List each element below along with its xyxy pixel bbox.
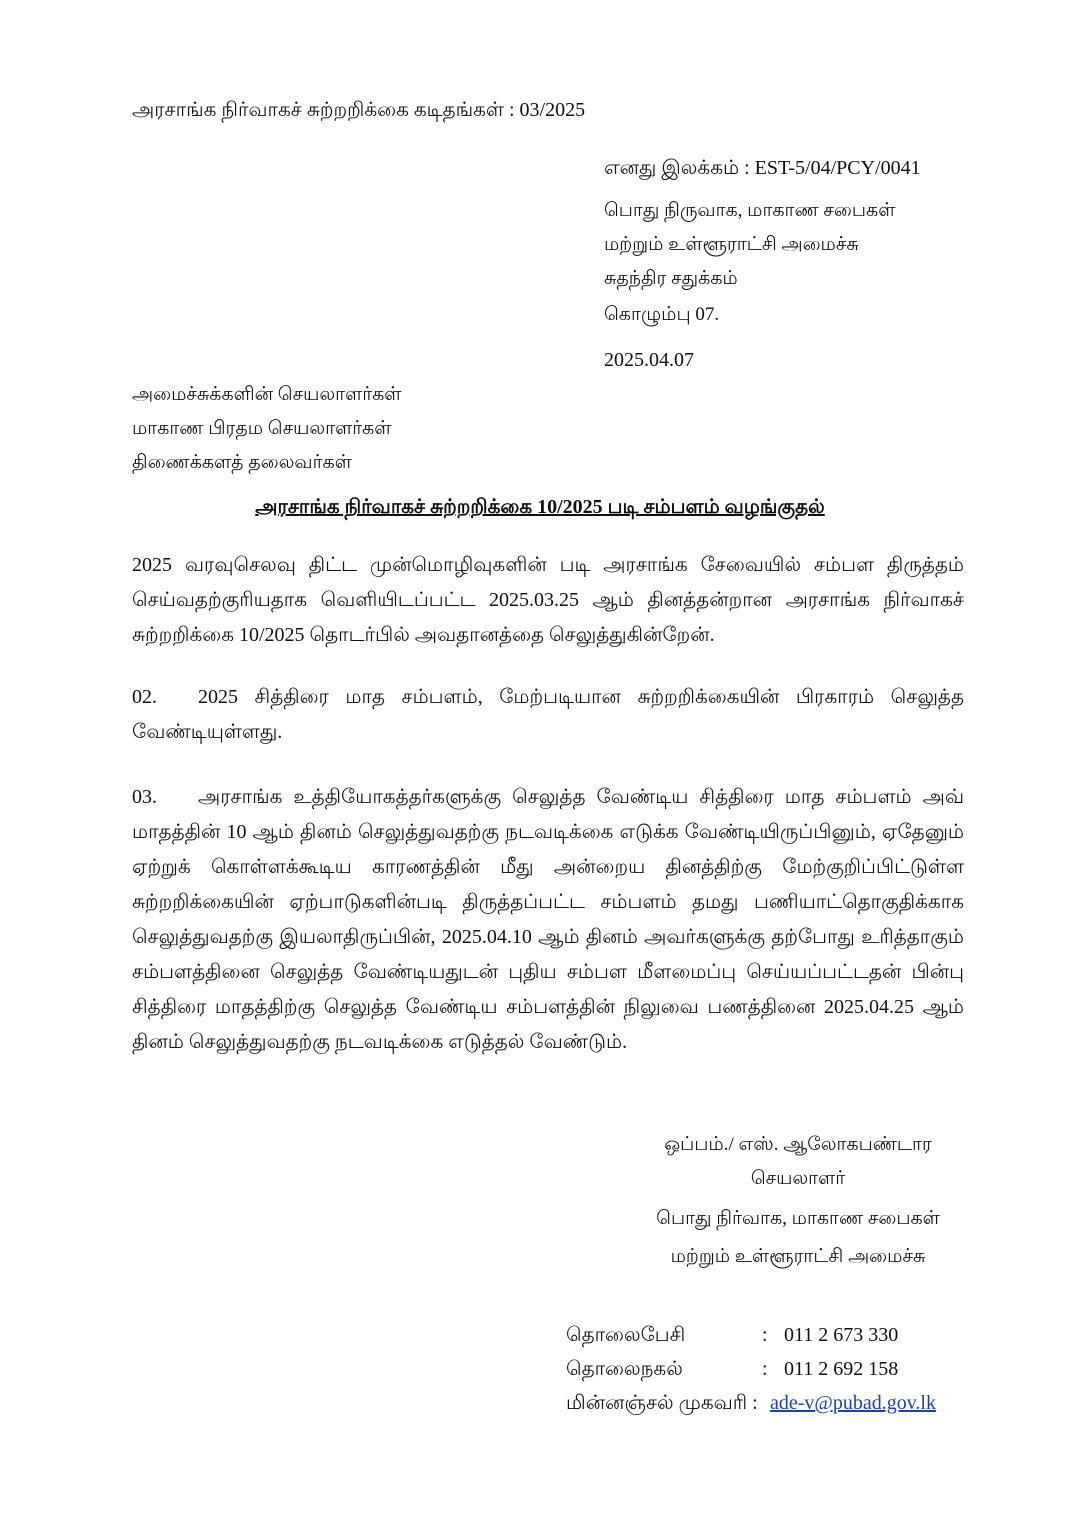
paragraph-3-text: அரசாங்க உத்தியோகத்தர்களுக்கு செலுத்த வேண்டிய சித்திரை மாத சம்பளம் அவ் மாதத்தின் 10 ஆம் தினம் செலுத்துவதற்கு நடவடிக்கை எடுக்க வேண்டியிருப்பினும், ஏதேனும் ஏற்றுக் கொள்ளக்கூடிய காரணத்தின் மீது அன்றைய தினத்திற்கு மேற்குறிப்பிட்டுள்ள சுற்றறிக்கையின் ஏற்பாடுகளின்படி திருத்தப்பட்ட சம்பளம் தமது பணியாட்தொகுதிக்காக செலுத்துவதற்கு இயலாதிருப்பின், 2025.04.10 ஆம் தினம் அவர்களுக்கு தற்போது உரித்தாகும் சம்பளத்தினை செலுத்த வேண்டியதுடன் புதிய சம்பள மீளமைப்பு செய்யப்பட்டதன் பின்பு சித்திரை மாதத்திற்கு செலுத்த வேண்டிய சம்பளத்தின் நிலுவை பணத்தினை 2025.04.25 ஆம் தினம் செலுத்துவதற்கு நடவடிக்கை எடுத்தல் வேண்டும். — [132, 786, 964, 1053]
circular-reference-line: அரசாங்க நிர்வாகச் சுற்றறிக்கை கடிதங்கள் : 03/2025 — [132, 99, 586, 121]
sender-address-line-4: கொழும்பு 07. — [604, 304, 720, 325]
file-reference-number: எனது இலக்கம் : EST-5/04/PCY/0041 — [604, 157, 921, 179]
letter-subject: அரசாங்க நிர்வாகச் சுற்றறிக்கை 10/2025 படி சம்பளம் வழங்குதல் — [255, 496, 825, 518]
paragraph-1: 2025 வரவுசெலவு திட்ட முன்மொழிவுகளின் படி அரசாங்க சேவையில் சம்பள திருத்தம் செய்வதற்குரியதாக வெளியிடப்பட்ட 2025.03.25 ஆம் தினத்தன்றான அரசாங்க நிர்வாகச் சுற்றறிக்கை 10/2025 தொடர்பில் அவதானத்தை செலுத்துகின்றேன். — [132, 554, 964, 646]
sender-address-line-3: சுதந்திர சதுக்கம் — [604, 268, 738, 289]
recipient-line-2: மாகாண பிரதம செயலாளர்கள் — [132, 418, 392, 439]
recipient-line-3: திணைக்களத் தலைவர்கள் — [132, 452, 352, 473]
recipient-line-1: அமைச்சுக்களின் செயலாளர்கள் — [132, 384, 402, 405]
fax-label: தொலைநகல் — [566, 1358, 683, 1380]
contact-fax-row — [566, 1358, 898, 1383]
signatory-name: ஒப்பம்./ எஸ். ஆலோகபண்டார — [664, 1134, 932, 1155]
fax-number: 011 2 692 158 — [784, 1358, 899, 1380]
paragraph-number: 02. — [132, 686, 157, 708]
sender-address-line-1: பொது நிருவாக, மாகாண சபைகள் — [604, 200, 896, 221]
sender-address-line-2: மற்றும் உள்ளூராட்சி அமைச்சு — [604, 234, 859, 255]
paragraph-2 — [132, 680, 964, 750]
fax-separator: : — [762, 1358, 768, 1380]
signatory-ministry-line-2: மற்றும் உள்ளூராட்சி அமைச்சு — [670, 1246, 926, 1267]
phone-label: தொலைபேசி — [566, 1324, 686, 1346]
contact-email-row — [566, 1392, 936, 1417]
paragraph-3 — [132, 780, 964, 1060]
email-label: மின்னஞ்சல் முகவரி : — [566, 1392, 758, 1414]
contact-phone-row — [566, 1324, 898, 1349]
phone-separator: : — [762, 1324, 768, 1346]
email-link[interactable]: ade-v@pubad.gov.lk — [770, 1392, 936, 1414]
signatory-title: செயலாளர் — [750, 1168, 846, 1189]
phone-number: 011 2 673 330 — [784, 1324, 899, 1346]
signatory-ministry-line-1: பொது நிர்வாக, மாகாண சபைகள் — [656, 1208, 940, 1229]
letter-date: 2025.04.07 — [604, 349, 694, 371]
paragraph-2-text: 2025 சித்திரை மாத சம்பளம், மேற்படியான சுற்றறிக்கையின் பிரகாரம் செலுத்த வேண்டியுள்ளது. — [132, 686, 964, 743]
paragraph-number: 03. — [132, 786, 157, 808]
